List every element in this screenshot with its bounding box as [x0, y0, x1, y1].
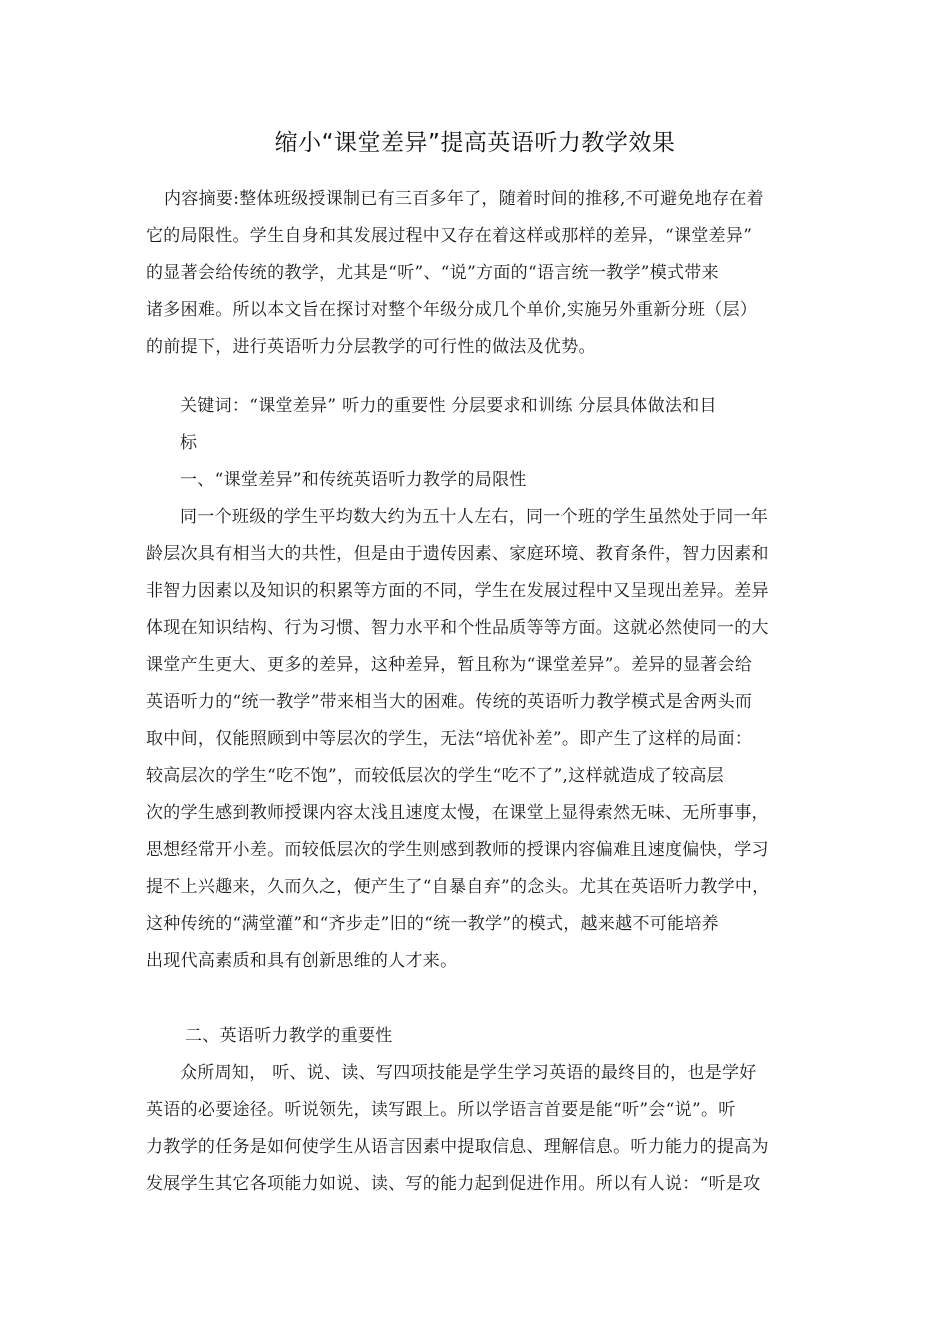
abstract-line: 内容摘要:整体班级授课制已有三百多年了，随着时间的推移,不可避免地存在着	[164, 189, 764, 209]
section-heading: 一、“课堂差异”和传统英语听力教学的局限性	[180, 470, 527, 490]
body-line: 课堂产生更大、更多的差异，这种差异，暂且称为“课堂差异”。差异的显著会给	[146, 655, 753, 675]
body-line: 英语听力的“统一教学”带来相当大的困难。传统的英语听力教学模式是舍两头而	[146, 692, 753, 712]
keywords-line: 关键词：“课堂差异” 听力的重要性 分层要求和训练 分层具体做法和目	[180, 396, 717, 416]
abstract-line: 的显著会给传统的教学，尤其是“听”、“说”方面的“语言统一教学”模式带来	[146, 263, 719, 283]
abstract-line: 它的局限性。学生自身和其发展过程中又存在着这样或那样的差异，“课堂差异”	[146, 226, 753, 246]
body-line: 提不上兴趣来，久而久之，便产生了“自暴自弃”的念头。尤其在英语听力教学中，	[146, 877, 770, 897]
body-line: 英语的必要途径。听说领先，读写跟上。所以学语言首要是能“听”会“说”。听	[146, 1100, 736, 1120]
abstract-line: 的前提下，进行英语听力分层教学的可行性的做法及优势。	[146, 337, 596, 357]
body-line: 龄层次具有相当大的共性，但是由于遗传因素、家庭环境、教育条件，智力因素和	[146, 544, 769, 564]
body-line: 非智力因素以及知识的积累等方面的不同，学生在发展过程中又呈现出差异。差异	[146, 581, 769, 601]
body-line: 发展学生其它各项能力如说、读、写的能力起到促进作用。所以有人说：“听是攻	[146, 1174, 761, 1194]
body-line: 取中间，仅能照顾到中等层次的学生，无法“培优补差”。即产生了这样的局面：	[146, 729, 753, 749]
body-line: 众所周知， 听、说、读、写四项技能是学生学习英语的最终目的，也是学好	[180, 1063, 757, 1083]
document-title: 缩小“课堂差异”提高英语听力教学效果	[274, 130, 676, 156]
body-line: 力教学的任务是如何使学生从语言因素中提取信息、理解信息。听力能力的提高为	[146, 1137, 769, 1157]
body-line: 较高层次的学生“吃不饱”，而较低层次的学生“吃不了”,这样就造成了较高层	[146, 766, 724, 786]
body-line: 同一个班级的学生平均数大约为五十人左右，同一个班的学生虽然处于同一年	[180, 507, 769, 527]
body-line: 体现在知识结构、行为习惯、智力水平和个性品质等等方面。这就必然使同一的大	[146, 618, 769, 638]
body-line: 这种传统的“满堂灌”和“齐步走”旧的“统一教学”的模式，越来越不可能培养	[146, 914, 719, 934]
abstract-line: 诸多困难。所以本文旨在探讨对整个年级分成几个单价,实施另外重新分班（层）	[146, 300, 758, 320]
body-line: 出现代高素质和具有创新思维的人才来。	[146, 951, 458, 971]
body-line: 次的学生感到教师授课内容太浅且速度太慢，在课堂上显得索然无味、无所事事，	[146, 803, 769, 823]
section-heading: 二、英语听力教学的重要性	[185, 1026, 393, 1046]
body-line: 思想经常开小差。而较低层次的学生则感到教师的授课内容偏难且速度偏快，学习	[146, 840, 769, 860]
keywords-line: 标	[180, 433, 198, 453]
